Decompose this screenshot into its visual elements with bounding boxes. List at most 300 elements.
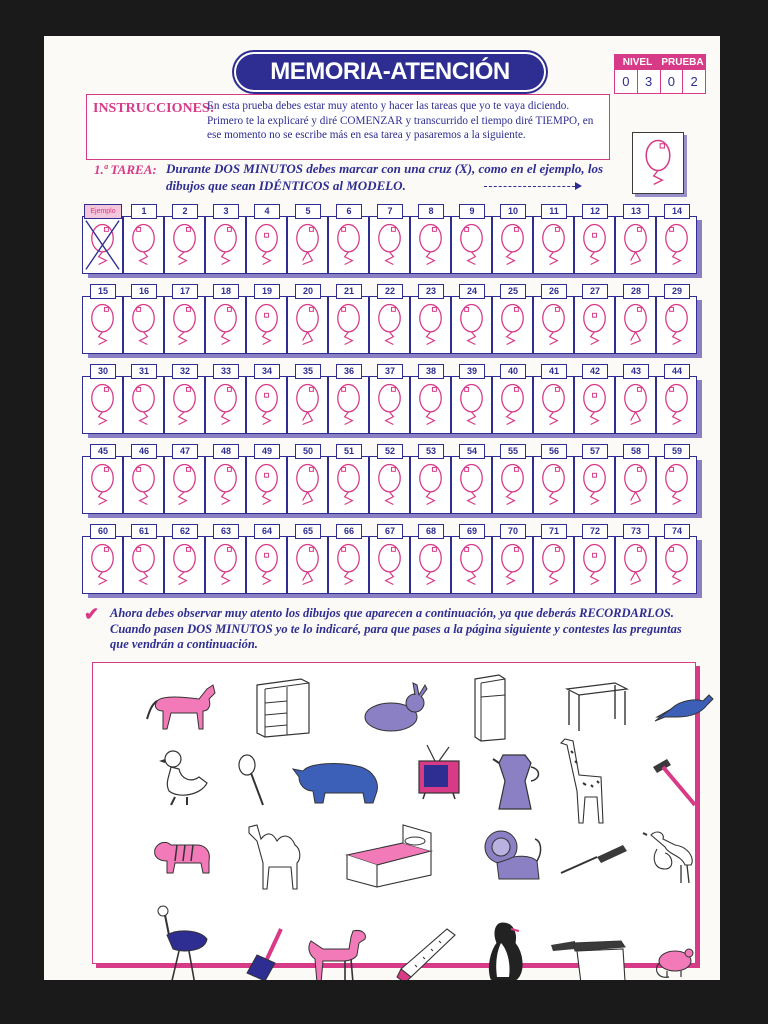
balloon-box[interactable]	[451, 216, 492, 274]
cell-number: 59	[664, 444, 690, 459]
balloon-cell[interactable]	[574, 524, 615, 596]
cell-number: 62	[172, 524, 198, 539]
balloon-cell[interactable]	[205, 204, 246, 276]
balloon-cell[interactable]	[533, 444, 574, 516]
cell-number: 13	[623, 204, 649, 219]
prueba-digit: 2	[690, 74, 698, 89]
balloon-box[interactable]	[656, 456, 697, 514]
cell-number: 52	[377, 444, 403, 459]
balloon-box[interactable]	[164, 536, 205, 594]
balloon-cell[interactable]	[246, 284, 287, 356]
cell-number: 74	[664, 524, 690, 539]
balloon-cell[interactable]	[328, 444, 369, 516]
cell-number: 46	[131, 444, 157, 459]
balloon-box[interactable]	[287, 216, 328, 274]
balloon-box[interactable]	[82, 376, 123, 434]
balloon-box[interactable]	[533, 376, 574, 434]
balloon-icon	[452, 297, 491, 353]
page-title: MEMORIA-ATENCIÓN	[236, 54, 544, 90]
balloon-box[interactable]	[164, 376, 205, 434]
balloon-box[interactable]	[246, 296, 287, 354]
balloon-icon	[165, 217, 204, 273]
balloon-cell[interactable]	[492, 284, 533, 356]
mouse-icon	[653, 941, 703, 980]
balloon-icon	[411, 457, 450, 513]
balloon-box[interactable]	[533, 456, 574, 514]
balloon-box[interactable]	[82, 456, 123, 514]
cell-number: 2	[172, 204, 198, 219]
balloon-box[interactable]	[451, 536, 492, 594]
balloon-cell[interactable]	[574, 444, 615, 516]
cell-number: 32	[172, 364, 198, 379]
balloon-box[interactable]	[615, 296, 656, 354]
balloon-box[interactable]	[451, 456, 492, 514]
balloon-icon	[575, 217, 614, 273]
duck-icon	[157, 747, 213, 809]
memory-instructions: Ahora debes observar muy atento los dibujos que aparecen a continuación, ya que deberás RECORDARLOS. Cuando pasen DOS MINUTOS yo te lo indicaré, para que pases a la página siguiente y contestes las preguntas que vendrán a continuación.	[110, 606, 682, 651]
balloon-box[interactable]	[287, 376, 328, 434]
balloon-icon	[329, 377, 368, 433]
cell-number: 26	[541, 284, 567, 299]
balloon-box[interactable]	[615, 536, 656, 594]
balloon-box[interactable]	[205, 536, 246, 594]
balloon-cell[interactable]	[574, 284, 615, 356]
balloon-icon	[493, 377, 532, 433]
nivel-prueba-digits	[615, 70, 705, 93]
cell-number: 68	[418, 524, 444, 539]
balloon-box[interactable]	[574, 376, 615, 434]
balloon-box[interactable]	[287, 536, 328, 594]
balloon-cell[interactable]	[574, 204, 615, 276]
balloon-icon	[288, 297, 327, 353]
refrigerator-icon	[469, 673, 509, 743]
balloon-icon	[288, 537, 327, 593]
bed-icon	[343, 821, 435, 891]
balloon-box[interactable]	[123, 376, 164, 434]
balloon-box[interactable]	[656, 296, 697, 354]
balloon-box[interactable]	[287, 456, 328, 514]
horse-icon	[143, 681, 227, 737]
balloon-cell[interactable]	[451, 444, 492, 516]
balloon-cell[interactable]	[615, 284, 656, 356]
balloon-icon	[329, 457, 368, 513]
bleed-through-text	[94, 48, 98, 65]
balloon-row	[82, 204, 702, 284]
balloon-cell[interactable]	[369, 524, 410, 596]
balloon-cell[interactable]	[369, 444, 410, 516]
balloon-row	[82, 284, 702, 364]
balloon-cell[interactable]	[615, 524, 656, 596]
cell-number: 10	[500, 204, 526, 219]
balloon-cell[interactable]	[123, 364, 164, 436]
cell-number: 31	[131, 364, 157, 379]
balloon-icon	[206, 297, 245, 353]
cell-number: Ejemplo	[84, 204, 122, 219]
balloon-icon	[493, 457, 532, 513]
balloon-box[interactable]	[246, 376, 287, 434]
balloon-icon	[452, 457, 491, 513]
balloon-box[interactable]	[123, 296, 164, 354]
balloon-box[interactable]	[82, 296, 123, 354]
balloon-cell[interactable]	[533, 364, 574, 436]
cell-number: 30	[90, 364, 116, 379]
balloon-cell[interactable]	[287, 204, 328, 276]
balloon-box[interactable]	[164, 456, 205, 514]
balloon-cell[interactable]	[656, 444, 697, 516]
balloon-box[interactable]	[410, 536, 451, 594]
balloon-box[interactable]	[328, 216, 369, 274]
balloon-box[interactable]	[574, 216, 615, 274]
balloon-box[interactable]	[205, 376, 246, 434]
balloon-cell[interactable]	[164, 284, 205, 356]
balloon-icon	[370, 457, 409, 513]
cell-number: 7	[377, 204, 403, 219]
balloon-cell[interactable]	[615, 444, 656, 516]
balloon-box[interactable]	[492, 536, 533, 594]
balloon-row	[82, 444, 702, 524]
balloon-cell[interactable]	[533, 284, 574, 356]
balloon-row	[82, 364, 702, 444]
ostrich-icon	[149, 903, 213, 980]
cell-number: 34	[254, 364, 280, 379]
balloon-cell[interactable]	[123, 284, 164, 356]
example-cell[interactable]	[82, 204, 123, 276]
cell-number: 72	[582, 524, 608, 539]
balloon-box[interactable]	[328, 536, 369, 594]
balloon-box[interactable]	[205, 456, 246, 514]
cell-number: 48	[213, 444, 239, 459]
balloon-box[interactable]	[574, 536, 615, 594]
balloon-icon	[493, 297, 532, 353]
balloon-box[interactable]	[123, 456, 164, 514]
balloon-cell[interactable]	[656, 284, 697, 356]
cell-number: 53	[418, 444, 444, 459]
balloon-icon	[616, 457, 655, 513]
prueba-digit: 0	[661, 70, 684, 93]
balloon-cell[interactable]	[410, 204, 451, 276]
balloon-icon	[329, 537, 368, 593]
balloon-box[interactable]	[328, 376, 369, 434]
balloon-cell[interactable]	[123, 524, 164, 596]
instructions-label: INSTRUCCIONES:	[93, 101, 215, 116]
cell-number: 39	[459, 364, 485, 379]
lion-icon	[479, 825, 545, 885]
balloon-box[interactable]	[369, 216, 410, 274]
balloon-icon	[124, 297, 163, 353]
balloon-cell[interactable]	[656, 364, 697, 436]
balloon-cell[interactable]	[287, 524, 328, 596]
balloon-icon	[370, 377, 409, 433]
balloon-box[interactable]	[205, 296, 246, 354]
balloon-box[interactable]	[574, 296, 615, 354]
balloon-cell[interactable]	[369, 204, 410, 276]
balloon-box[interactable]	[451, 296, 492, 354]
balloon-icon	[165, 457, 204, 513]
balloon-box[interactable]	[492, 376, 533, 434]
cell-number: 55	[500, 444, 526, 459]
cell-number: 12	[582, 204, 608, 219]
table-icon	[563, 679, 631, 733]
balloon-cell[interactable]	[287, 364, 328, 436]
balloon-box[interactable]	[533, 296, 574, 354]
cell-number: 17	[172, 284, 198, 299]
balloon-cell[interactable]	[164, 444, 205, 516]
cell-number: 3	[213, 204, 239, 219]
model-arrow	[484, 186, 580, 187]
balloon-icon	[452, 537, 491, 593]
balloon-cell[interactable]	[328, 204, 369, 276]
balloon-icon	[83, 297, 122, 353]
cell-number: 56	[541, 444, 567, 459]
coffee-pot-icon	[491, 749, 541, 813]
balloon-icon	[657, 457, 696, 513]
balloon-box[interactable]	[246, 536, 287, 594]
balloon-icon	[411, 217, 450, 273]
balloon-cell[interactable]	[492, 364, 533, 436]
cell-number: 37	[377, 364, 403, 379]
cell-number: 1	[131, 204, 157, 219]
cell-number: 27	[582, 284, 608, 299]
balloon-icon	[616, 297, 655, 353]
balloon-icon	[534, 537, 573, 593]
balloon-box[interactable]	[656, 216, 697, 274]
cell-number: 8	[418, 204, 444, 219]
balloon-box[interactable]	[246, 456, 287, 514]
balloon-cell[interactable]	[328, 284, 369, 356]
balloon-icon	[165, 377, 204, 433]
balloon-box[interactable]	[123, 536, 164, 594]
balloon-icon	[206, 457, 245, 513]
cell-number: 6	[336, 204, 362, 219]
check-icon: ✔	[84, 604, 100, 624]
balloon-cell[interactable]	[205, 364, 246, 436]
rhinoceros-icon	[289, 751, 383, 807]
balloon-icon	[575, 457, 614, 513]
balloon-cell[interactable]	[246, 204, 287, 276]
balloon-box[interactable]	[369, 376, 410, 434]
balloon-cell[interactable]	[82, 444, 123, 516]
cell-number: 42	[582, 364, 608, 379]
balloon-cell[interactable]	[410, 444, 451, 516]
cell-number: 33	[213, 364, 239, 379]
balloon-cell[interactable]	[615, 204, 656, 276]
cell-number: 71	[541, 524, 567, 539]
balloon-cell[interactable]	[205, 444, 246, 516]
nivel-prueba-box	[614, 54, 706, 94]
balloon-box[interactable]	[615, 216, 656, 274]
task1-text: Durante DOS MINUTOS debes marcar con una cruz (X), como en el ejemplo, los dibujos que sean IDÉNTICOS al MODELO.	[166, 161, 604, 193]
balloon-cell[interactable]	[533, 524, 574, 596]
balloon-icon	[616, 537, 655, 593]
cell-number: 47	[172, 444, 198, 459]
balloon-box[interactable]	[410, 296, 451, 354]
balloon-icon	[83, 377, 122, 433]
cell-number: 4	[254, 204, 280, 219]
memory-picture-box	[92, 662, 696, 964]
cell-number: 36	[336, 364, 362, 379]
cell-number: 44	[664, 364, 690, 379]
camel-icon	[243, 819, 309, 893]
balloon-box[interactable]	[615, 456, 656, 514]
worksheet-page	[44, 36, 720, 980]
balloon-cell[interactable]	[164, 204, 205, 276]
balloon-box[interactable]	[246, 216, 287, 274]
balloon-cell[interactable]	[287, 444, 328, 516]
balloon-icon	[206, 537, 245, 593]
balloon-icon	[534, 377, 573, 433]
balloon-box[interactable]	[123, 216, 164, 274]
balloon-cell[interactable]	[205, 284, 246, 356]
balloon-box[interactable]	[410, 376, 451, 434]
cell-number: 23	[418, 284, 444, 299]
rabbit-icon	[355, 681, 435, 735]
cell-number: 15	[90, 284, 116, 299]
balloon-cell[interactable]	[246, 524, 287, 596]
balloon-cell[interactable]	[574, 364, 615, 436]
cell-number: 9	[459, 204, 485, 219]
cell-number: 61	[131, 524, 157, 539]
cell-number: 58	[623, 444, 649, 459]
balloon-icon	[575, 537, 614, 593]
balloon-icon	[247, 377, 286, 433]
balloon-box[interactable]	[164, 296, 205, 354]
balloon-icon	[124, 537, 163, 593]
balloon-box[interactable]	[369, 296, 410, 354]
bird-icon	[651, 687, 717, 727]
balloon-box[interactable]	[369, 536, 410, 594]
balloon-icon	[657, 537, 696, 593]
cell-number: 50	[295, 444, 321, 459]
balloon-box[interactable]	[369, 456, 410, 514]
balloon-icon	[452, 377, 491, 433]
cell-number: 19	[254, 284, 280, 299]
balloon-cell[interactable]	[246, 364, 287, 436]
balloon-cell[interactable]	[656, 524, 697, 596]
balloon-icon	[83, 457, 122, 513]
cell-number: 51	[336, 444, 362, 459]
balloon-box[interactable]	[615, 376, 656, 434]
balloon-cell[interactable]	[451, 364, 492, 436]
balloon-icon	[493, 217, 532, 273]
cell-number: 65	[295, 524, 321, 539]
balloon-cell[interactable]	[164, 364, 205, 436]
cell-number: 57	[582, 444, 608, 459]
task1-label: 1.ª TAREA:	[94, 162, 157, 177]
balloon-box[interactable]	[328, 296, 369, 354]
saw-icon	[395, 925, 461, 980]
balloon-box[interactable]	[533, 536, 574, 594]
cell-number: 60	[90, 524, 116, 539]
cell-number: 18	[213, 284, 239, 299]
balloon-cell[interactable]	[492, 444, 533, 516]
tiger-icon	[149, 833, 215, 877]
balloon-cell[interactable]	[410, 524, 451, 596]
balloon-cell[interactable]	[451, 524, 492, 596]
balloon-cell[interactable]	[410, 284, 451, 356]
balloon-cell[interactable]	[615, 364, 656, 436]
balloon-cell[interactable]	[287, 284, 328, 356]
balloon-box[interactable]	[410, 216, 451, 274]
balloon-cell[interactable]	[451, 284, 492, 356]
cell-number: 20	[295, 284, 321, 299]
nivel-label: NIVEL	[622, 57, 653, 68]
balloon-icon	[534, 217, 573, 273]
balloon-box[interactable]	[82, 216, 123, 274]
balloon-cell[interactable]	[492, 204, 533, 276]
balloon-cell[interactable]	[82, 284, 123, 356]
balloon-cell[interactable]	[123, 444, 164, 516]
balloon-box[interactable]	[533, 216, 574, 274]
balloon-icon	[124, 457, 163, 513]
balloon-cell[interactable]	[246, 444, 287, 516]
balloon-box[interactable]	[492, 296, 533, 354]
dog-icon	[303, 925, 373, 980]
balloon-box[interactable]	[287, 296, 328, 354]
cell-number: 5	[295, 204, 321, 219]
balloon-icon	[452, 217, 491, 273]
balloon-icon	[616, 217, 655, 273]
balloon-box[interactable]	[82, 536, 123, 594]
balloon-icon	[288, 457, 327, 513]
giraffe-icon	[557, 735, 615, 827]
balloon-cell[interactable]	[656, 204, 697, 276]
balloon-cell[interactable]	[123, 204, 164, 276]
balloon-cell[interactable]	[328, 364, 369, 436]
balloon-icon	[247, 297, 286, 353]
balloon-cell[interactable]	[328, 524, 369, 596]
cell-number: 69	[459, 524, 485, 539]
balloon-box[interactable]	[451, 376, 492, 434]
cell-number: 45	[90, 444, 116, 459]
balloon-cell[interactable]	[492, 524, 533, 596]
balloon-cell[interactable]	[410, 364, 451, 436]
balloon-box[interactable]	[205, 216, 246, 274]
balloon-box[interactable]	[574, 456, 615, 514]
balloon-box[interactable]	[492, 456, 533, 514]
balloon-cell[interactable]	[205, 524, 246, 596]
cell-number: 25	[500, 284, 526, 299]
nivel-digit: 3	[638, 70, 661, 93]
instructions-box	[86, 94, 610, 160]
balloon-cell[interactable]	[369, 364, 410, 436]
balloon-cell[interactable]	[164, 524, 205, 596]
balloon-icon	[493, 537, 532, 593]
screwdriver-icon	[557, 839, 631, 879]
balloon-box[interactable]	[492, 216, 533, 274]
balloon-icon	[534, 297, 573, 353]
cell-number: 14	[664, 204, 690, 219]
balloon-cell[interactable]	[451, 204, 492, 276]
balloon-icon	[575, 297, 614, 353]
balloon-box[interactable]	[656, 376, 697, 434]
cell-number: 66	[336, 524, 362, 539]
balloon-cell[interactable]	[82, 524, 123, 596]
balloon-icon	[206, 377, 245, 433]
balloon-box[interactable]	[410, 456, 451, 514]
balloon-cell[interactable]	[82, 364, 123, 436]
balloon-cell[interactable]	[533, 204, 574, 276]
balloon-cell[interactable]	[369, 284, 410, 356]
balloon-box[interactable]	[328, 456, 369, 514]
balloon-icon	[657, 217, 696, 273]
balloon-box[interactable]	[164, 216, 205, 274]
cell-number: 22	[377, 284, 403, 299]
balloon-row	[82, 524, 702, 604]
balloon-icon	[206, 217, 245, 273]
balloon-box[interactable]	[656, 536, 697, 594]
cell-number: 38	[418, 364, 444, 379]
balloon-icon	[83, 537, 122, 593]
